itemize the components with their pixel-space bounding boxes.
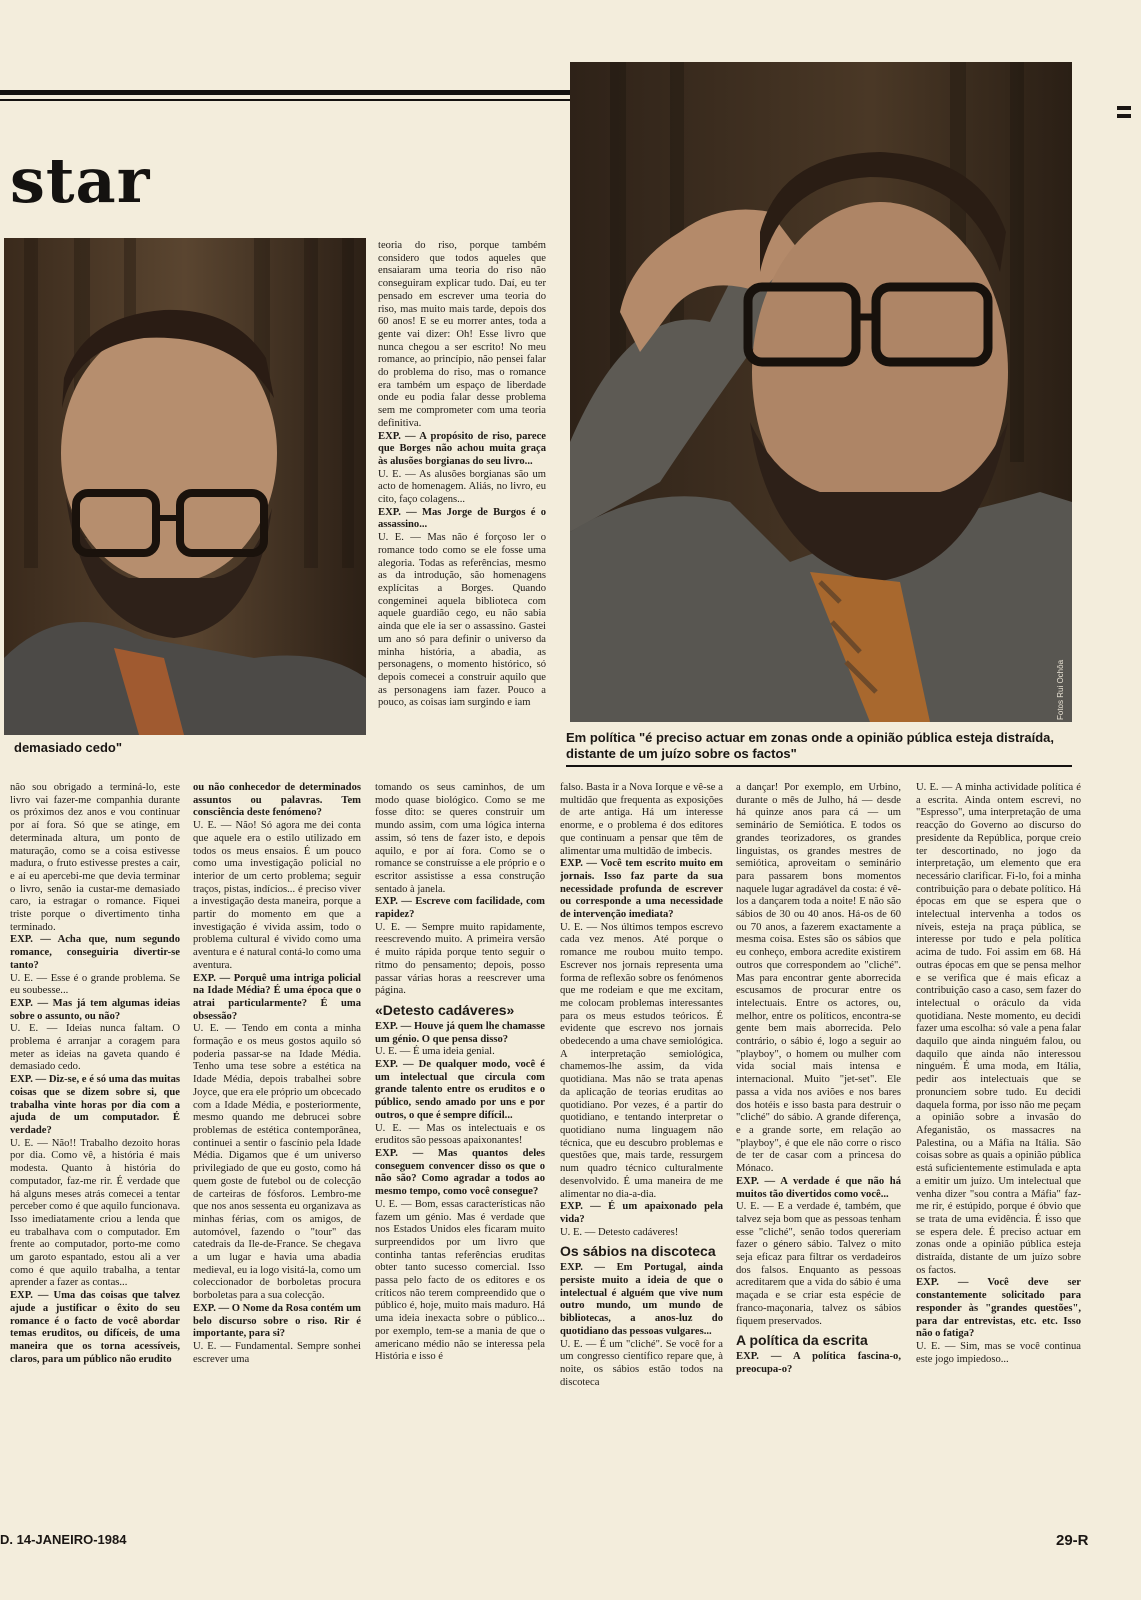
interview-question: EXP. — De qualquer modo, você é um intelectual que circula com grande talento entre os eruditos e o público, sendo amado por uns e por outros, o que é sempre difícil... [375,1059,545,1121]
top-rule-left-thin [0,99,572,101]
edge-mark-bottom [1117,114,1131,118]
interview-question: EXP. — É um apaixonado pela vida? [560,1201,723,1225]
caption-right: Em política "é preciso actuar em zonas onde a opinião pública esteja distraída, distante de um juízo sobre os factos" [566,730,1055,761]
portrait-right-image [570,62,1072,722]
interview-question: EXP. — Você tem escrito muito em jornais. Isso faz parte da sua necessidade profunda de escrever ou corresponde a uma necessidade de intervenção imediata? [560,858,723,921]
column-3 [375,782,545,1517]
footer-page-number: 29-R [1056,1532,1089,1549]
top-rule-left [0,90,572,95]
interview-answer: U. E. — Mas os intelectuais e os eruditos são pessoas apaixonantes! [375,1122,545,1147]
interview-question: EXP. — Acha que, num segundo romance, conseguiria divertir-se tanto? [10,934,180,971]
interview-answer: U. E. — As alusões borgianas são um acto de homenagem. Aliás, no livro, eu cito, faço colagens... [378,468,546,506]
interview-answer: U. E. — Nos últimos tempos escrevo cada vez menos. Até porque o romance me roubou muito tempo. Escrever nos jornais representa uma forma de reflexão sobre os fenómenos que me rodeiam e que me excitam, me colocam problemas interessantes para os meus estudos teóricos. É evidente que escrevo nos jornais obedecendo a uma chave semiológica. A interpretação semiológica, chamemos-lhe assim, da vida quotidiana. Mas não se trata apenas da aplicação de teorias eruditas ao quotidiano. Por vezes, é a partir do quotidiano, e tentando interpretar o quotidiano numa linguagem não técnica, que eu descubro problemas e questões que, mais tarde, ressurgem num quadro técnico culturalmente desenvolvido. É uma maneira de me alimentar no dia-a-dia. [560,921,723,1200]
interview-answer: U. E. — Bom, essas características não fazem um génio. Mas é verdade que nos Estados Unidos eles ficaram muito surpreendidos por um livro que continha tantas referências eruditas obter tanto sucesso comercial. Isso passa pelo facto de os editores e os críticos não terem compreendido que o público é, hoje, muito mais maduro. Há uma ideia inexacta sobre o público... por exemplo, tem-se a mania de que o americano médio não se interessa pela História e isso é [375,1198,545,1363]
interview-answer: U. E. — Sim, mas se você continua este jogo impiedoso... [916,1340,1081,1365]
photo-left [4,238,366,735]
interview-answer: tomando os seus caminhos, de um modo quase biológico. Como se me fosse dito: se queres construir um mundo assim, com uma lógica interna assim, só tens de fazer isto, e depois aquilo, e por aí fora. Como se o romance se construísse a ele próprio e o escritor assistisse a essa construção sentado à janela. [375,782,545,895]
column-5 [736,782,901,1517]
photo-right [570,62,1072,722]
interview-question: ou não conhecedor de determinados assuntos ou palavras. Tem consciência deste fenómeno? [193,782,361,819]
section-subhead: Os sábios na discoteca [560,1243,716,1260]
caption-left: demasiado cedo" [14,740,123,755]
interview-question: EXP. — Você deve ser constantemente solicitado para responder às "grandes questões", para dar entrevistas, etc. etc. Isso não o fatiga? [916,1277,1081,1340]
interview-answer: falso. Basta ir a Nova Iorque e vê-se a multidão que frequenta as exposições de arte antiga. Há um interesse enorme, e o problema é dos editores que continuam a pensar que têm de alimentar uma multidão de imbecis. [560,782,723,857]
section-subhead: «Detesto cadáveres» [375,1001,515,1018]
interview-question: EXP. — Escreve com facilidade, com rapidez? [375,896,545,921]
photo-credit: Fotos Rui Ochôa [1056,659,1065,720]
interview-answer: U. E. — A minha actividade política é a escrita. Ainda ontem escrevi, no "Espresso", uma interpretação de uma reacção do Governo ao discurso do presidente da República, porque creio ter descortinado, no jogo da interpretação, um elemento que era necessário clarificar. Fi-lo, foi a minha contribuição para o debate político. Há épocas em que se espera que o intelectual intervenha a todos os níveis, esteja na praça pública, se interesse por tudo e pela política acima de tudo. Foi assim em 68. Há outras épocas em que se pensa melhor e se verifica que é mais eficaz a contribuição caso a caso, sem fazer do intelectual o oráculo da vida quotidiana. Neste momento, eu decidi fazer uma escolha: só vale a pena falar daquilo que ainda ninguém falou, ou daquilo que ainda não interessou ninguém. É uma moda, em Itália, pedir aos intelectuais que se pronunciem sobre tudo. Eu decidi daquela forma, por isso não me peçam a opinião sobre a invasão do Afeganistão, os massacres na Palestina, ou a Máfia na Itália. São coisas sobre as quais a opinião pública está suficientemente estimulada e apta a emitir um juízo. Um intelectual que venha dizer "sou contra a Máfia" faz-me rir, é estúpido, porque é óbvio que se trata de uma evidência. É isso que se espera dele. É preciso actuar em zonas onde a opinião pública esteja distraída, distante de um juízo sobre os factos. [916,782,1081,1276]
footer-date: D. 14-JANEIRO-1984 [0,1532,127,1547]
edge-mark-top [1117,106,1131,110]
interview-question: EXP. — Mas quantos deles conseguem convencer disso os que o não são? Como agradar a todos ao mesmo tempo, como você consegue? [375,1147,545,1198]
interview-question: EXP. — A política fascina-o, preocupa-o? [736,1351,901,1375]
caption-rule [566,765,1072,767]
headline: star [10,144,151,217]
interview-answer: U. E. — Sempre muito rapidamente, reescrevendo muito. A primeira versão é muito rápida porque tento seguir o ritmo do pensamento; depois, posso passar várias horas a reescrever uma página. [375,921,545,997]
interview-answer: a dançar! Por exemplo, em Urbino, durante o mês de Julho, há — desde há quinze anos para cá — um seminário de Semiótica. E todos os grandes teorizadores, os grandes linguistas, os grandes mestres de semiótica, aproveitam o seminário para passarem bons momentos naquele lugar agradável da costa: é vê-los a dançarem toda a noite! E não são sábios de 30 ou 40 anos. Há-os de 60 ou 70 anos, a fazerem exactamente a mesma coisa. Estes são os sábios que eu conheço, embora acredite existirem outros que correspondem ao "cliché". Mas para encontrar gente aborrecida escusamos de procurar entre os intelectuais. Entre os actores, ou, melhor, entre os políticos, encontra-se gente bem mais aborrecida. Pelo contrário, o sábio é, logo a seguir ao "playboy", o homem ou mulher com vida social mais intensa e internacional. Muito "jet-set". Ele passa a vida nos aviões e nos bares dos hotéis e isso basta para destruir o "cliché" do sábio. A grande diferença, e a grande sorte, em relação ao "playboy", é que ele não corre o risco de ter de casar com a princesa do Mónaco. [736,782,901,1175]
interview-answer: U. E. — E a verdade é, também, que talvez seja bom que as pessoas tenham esse "cliché", senão todos quereriam fazer o género sábio. Talvez o mito seja eficaz para filtrar os verdadeiros dos falsos. Enquanto as pessoas acreditarem que a vida do sábio é uma maçada e se criar esta espécie de franco-maçonaria, talvez os sábios fiquem preservados. [736,1201,901,1327]
interview-answer: teoria do riso, porque também considero que todos aqueles que ensaiaram uma teoria do riso não conseguiram explicar tudo. Daí, eu ter pensado em escrever uma teoria do riso, mas muito mais tarde, depois dos 60 anos! E se eu morrer antes, toda a gente vai dizer: Oh! Esse livro que nunca chegou a ser escrito! No meu romance, ao princípio, não pensei falar do problema do riso, mas o romance era também um espaço de liberdade onde eu podia falar desse problema sem me comprometer com uma teoria definitiva. [378,240,546,429]
column-6 [916,782,1081,1517]
interview-question: EXP. — A verdade é que não há muitos tão divertidos como você... [736,1175,901,1200]
interview-answer: U. E. — Não!! Trabalho dezoito horas por dia. Como vê, a história é mais modesta. Quanto à história do computador, faz-me rir. É verdade que há alguns meses atrás comecei a tentar perceber como é que aquilo funcionava. Isso imediatamente criou a lenda que eu trabalhava com o computador. Em frente ao computador, porto-me como um garoto espantado, estou ali a ver como é que aquilo trabalha, a tentar aprender a fazer as contas... [10,1137,180,1289]
interview-question: EXP. — Porquê uma intriga policial na Idade Média? É uma época que o atrai particularmente? É uma obsessão? [193,972,361,1022]
column-1 [10,782,180,1517]
interview-answer: U. E. — Ideias nunca faltam. O problema é arranjar a coragem para meter as ideias na gaveta quando é demasiado cedo. [10,1023,180,1073]
interview-answer: U. E. — É uma ideia genial. [375,1046,495,1058]
interview-question: EXP. — Em Portugal, ainda persiste muito a ideia de que o intelectual é alguém que vive num outro mundo, um mundo de bibliotecas, a anos-luz do quotidiano das pessoas vulgares... [560,1262,723,1337]
interview-answer: não sou obrigado a terminá-lo, este livro vai fazer-me companhia durante os próximos dez anos e vou continuar por aí fora. Só que se atinge, em determinada altura, um ponto de maturação, como se a coisa estivesse madura, o fruto estivesse prestes a cair, e aí eu apercebi-me que devia terminar o livro, senão ia custar-me demasiado caro, ia estragar o romance. Fiquei triste porque o divertimento tinha terminado. [10,782,180,933]
column-top-middle [378,240,546,780]
interview-answer: U. E. — Não! Só agora me dei conta que aquele era o estilo utilizado em todos os meus ensaios. É um pouco como uma investigação policial no interior de um certo problema; seguir traços, pistas, indícios... é preciso viver a investigação desta maneira, porque a partir do momento em que a investigação é vivida assim, todo o problema cultural é vivido como uma aventura e é natural contá-lo como uma aventura. [193,820,361,971]
interview-question: EXP. — A propósito de riso, parece que Borges não achou muita graça às alusões borgianas do seu livro... [378,430,546,467]
section-subhead: A política da escrita [736,1332,868,1349]
column-4 [560,782,723,1517]
interview-answer: U. E. — Detesto cadáveres! [560,1226,679,1238]
portrait-left-image [4,238,366,735]
column-2 [193,782,361,1517]
interview-question: EXP. — O Nome da Rosa contém um belo discurso sobre o riso. Rir é importante, para si? [193,1302,361,1340]
interview-answer: U. E. — Tendo em conta a minha formação e os meus gostos aquilo só poderia passar-se na Idade Média. Tenho uma tese sobre a estética na Idade Média, depois trabalhei sobre Joyce, que era ele próprio um obcecado com a Idade Média, e posteriormente, mesmo quando me debrucei sobre problemas de estética contemporânea, continuei a sentir o fascínio pela Idade Média. Digamos que é um universo privilegiado de que eu gosto, como há quem goste de futebol ou de colecção de carteiras de fósforos. Lembro-me que nos anos sessenta eu organizava as minhas férias, com os amigos, de automóvel, fazendo o "tour" das catedrais da Ile-de-France. Se chegava a um lugar e havia uma abadia medieval, eu ia logo visitá-la, como um coleccionador de borboletas procura borboletas para a sua colecção. [193,1023,361,1302]
interview-answer: U. E. — É um "cliché". Se você for a um congresso científico repare que, à noite, os sábios estão todos na discoteca [560,1338,723,1388]
interview-question: EXP. — Diz-se, e é só uma das muitas coisas que se dizem sobre si, que trabalha vinte horas por dia com a ajuda de um computador. É verdade? [10,1074,180,1136]
interview-answer: U. E. — Esse é o grande problema. Se eu soubesse... [10,972,180,997]
interview-question: EXP. — Mas já tem algumas ideias sobre o assunto, ou não? [10,997,180,1022]
interview-question: EXP. — Mas Jorge de Burgos é o assassino... [378,506,546,531]
interview-question: EXP. — Houve já quem lhe chamasse um génio. O que pensa disso? [375,1020,545,1045]
interview-answer: U. E. — Fundamental. Sempre sonhei escrever uma [193,1340,361,1365]
interview-answer: U. E. — Mas não é forçoso ler o romance todo como se ele fosse uma alegoria. Todas as referências, mesmo as da introdução, são homenagens explícitas a Borges. Quando congeminei aquela biblioteca com aquele guardião cego, eu não sabia ainda que ele ia ser o assassino. Gastei um ano só para definir o universo da minha história, a abadia, as personagens, o momento histórico, só depois comecei a construir aquilo que as personagens iam fazer. Pouco a pouco, as coisas iam surgindo e iam [378,532,546,709]
interview-question: EXP. — Uma das coisas que talvez ajude a justificar o êxito do seu romance é o facto de você abordar temas eruditos, ou difíceis, de uma maneira que os torna acessíveis, claros, para um público não erudito [10,1290,180,1365]
